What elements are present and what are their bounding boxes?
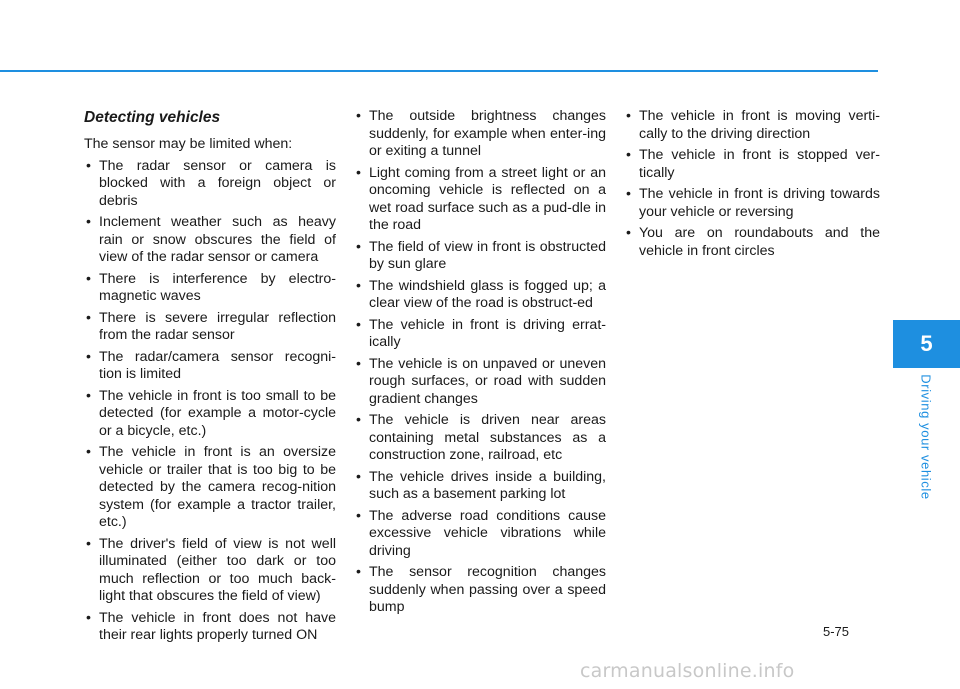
column-3 bbox=[624, 108, 880, 264]
chapter-number: 5 bbox=[920, 331, 933, 356]
bullet-list-3 bbox=[624, 108, 880, 260]
list-item: • The sensor recognition changes suddenly when passing over a speed bump bbox=[354, 564, 606, 617]
page-number: 5-75 bbox=[823, 624, 850, 639]
section-heading: Detecting vehicles bbox=[84, 109, 221, 126]
list-item: • The vehicle in front is moving verti-cally to the driving direction bbox=[624, 108, 880, 143]
list-item: • The vehicle in front is driving towards your vehicle or reversing bbox=[624, 186, 880, 221]
bullet-list-2 bbox=[354, 108, 606, 617]
chapter-tab bbox=[893, 320, 960, 368]
list-item: • Inclement weather such as heavy rain or snow obscures the field of view of the radar sensor or camera bbox=[84, 214, 336, 267]
column-1 bbox=[84, 108, 336, 649]
list-item: • The radar sensor or camera is blocked with a foreign object or debris bbox=[84, 158, 336, 211]
bullet-list-1 bbox=[84, 158, 336, 645]
list-item: • Light coming from a street light or an oncoming vehicle is reflected on a wet road surface such as a pud-dle in the road bbox=[354, 165, 606, 235]
list-item: • The radar/camera sensor recogni-tion is limited bbox=[84, 349, 336, 384]
list-item: • The vehicle in front is stopped ver-tically bbox=[624, 147, 880, 182]
list-item: • The vehicle is driven near areas containing metal substances as a construction zone, railroad, etc bbox=[354, 412, 606, 465]
list-item: • There is severe irregular reflection from the radar sensor bbox=[84, 310, 336, 345]
list-item: • The vehicle in front does not have their rear lights properly turned ON bbox=[84, 610, 336, 645]
list-item: • The adverse road conditions cause excessive vehicle vibrations while driving bbox=[354, 508, 606, 561]
list-item: • The vehicle is on unpaved or uneven rough surfaces, or road with sudden gradient changes bbox=[354, 356, 606, 409]
list-item: • The driver's field of view is not well illuminated (either too dark or too much reflection or too much back-light that obscures the field of view) bbox=[84, 536, 336, 606]
list-item: • The vehicle in front is an oversize vehicle or trailer that is too big to be detected by the camera recog-nition system (for example a tractor trailer, etc.) bbox=[84, 444, 336, 532]
column-2 bbox=[354, 108, 606, 621]
list-item: • The field of view in front is obstructed by sun glare bbox=[354, 239, 606, 274]
list-item: • The vehicle in front is driving errat-ically bbox=[354, 317, 606, 352]
list-item: • The windshield glass is fogged up; a clear view of the road is obstruct-ed bbox=[354, 278, 606, 313]
list-item: • The outside brightness changes suddenly, for example when enter-ing or exiting a tunnel bbox=[354, 108, 606, 161]
watermark-text: carmanualsonline.info bbox=[580, 660, 795, 682]
list-item: • The vehicle drives inside a building, such as a basement parking lot bbox=[354, 469, 606, 504]
list-item: • The vehicle in front is too small to be detected (for example a motor-cycle or a bicycle, etc.) bbox=[84, 388, 336, 441]
chapter-label: Driving your vehicle bbox=[918, 374, 934, 500]
header-rule bbox=[0, 70, 878, 72]
intro-text: The sensor may be limited when: bbox=[84, 136, 293, 152]
list-item: • You are on roundabouts and the vehicle in front circles bbox=[624, 225, 880, 260]
list-item: • There is interference by electro-magnetic waves bbox=[84, 271, 336, 306]
